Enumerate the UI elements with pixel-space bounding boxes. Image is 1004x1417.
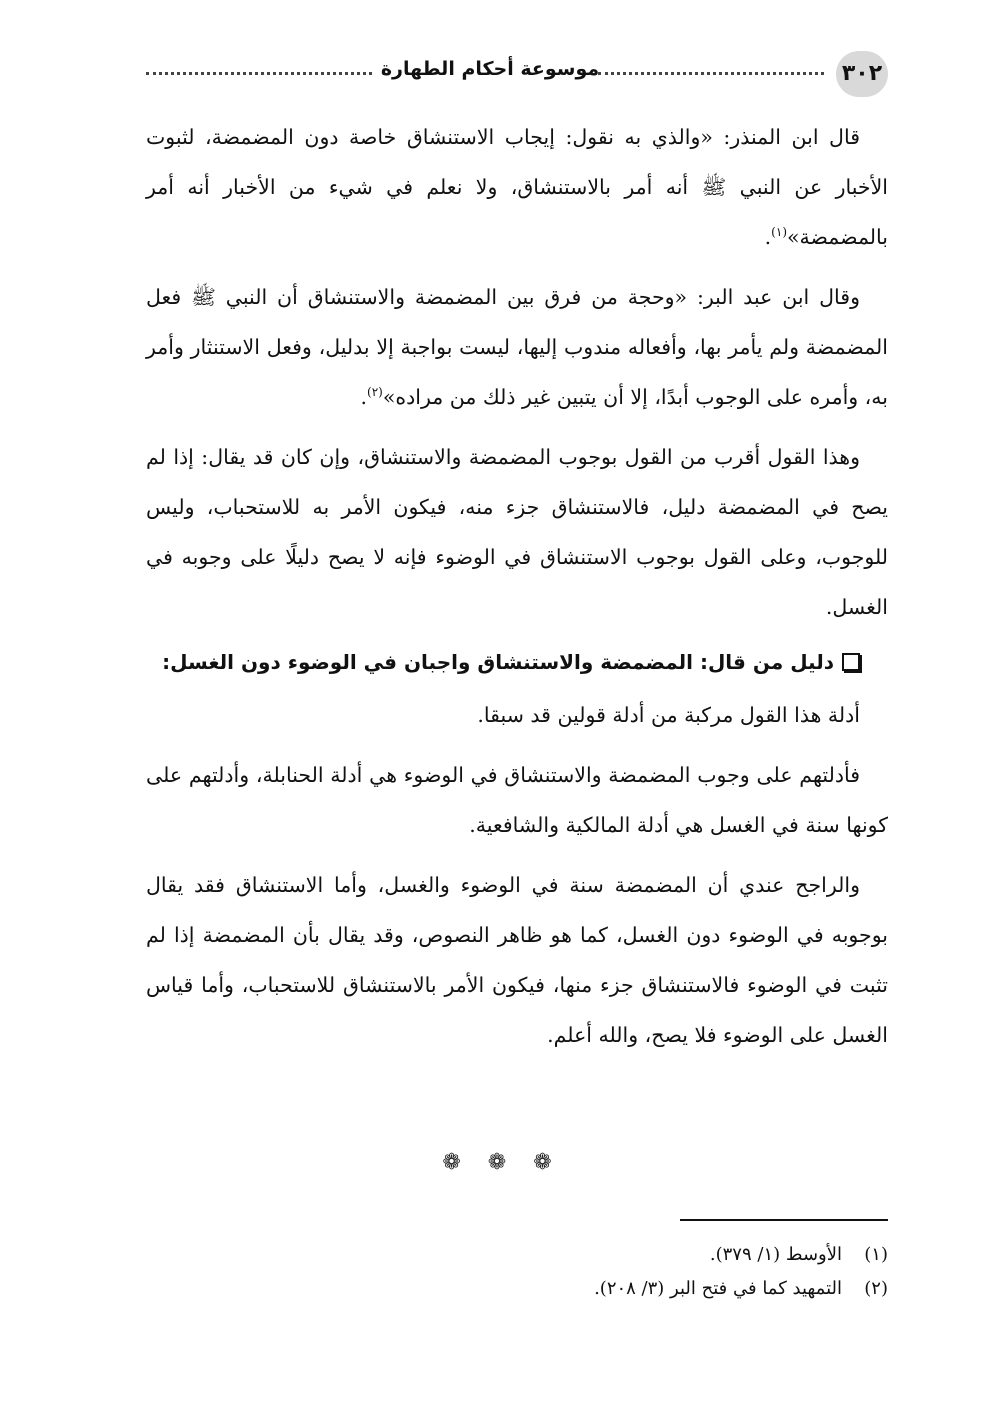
section-heading [146, 642, 888, 682]
paragraph-ibn-almundhir: قال ابن المنذر: «والذي به نقول: إيجاب الاستنشاق خاصة دون المضمضة، لثبوت الأخبار عن النبي ﷺ أنه أمر بالاستنشاق، ولا نعلم في شيء من الأخبار أنه أمر بالمضمضة»$^{(١)}$. [146, 125, 888, 249]
header-dotted-line-left [146, 72, 372, 75]
checkbox-square-icon [842, 653, 860, 671]
footnote-number: (٢) [864, 1278, 888, 1299]
paragraph-analysis: وهذا القول أقرب من القول بوجوب المضمضة والاستنشاق، وإن كان قد يقال: إذا لم يصح في المضمضة دليل، فالاستنشاق جزء منه، فيكون الأمر به للاستحباب، وليس للوجوب، وعلى القول بوجوب الاستنشاق في الوضوء فإنه لا يصح دليلًا على وجوبه في الغسل. [146, 445, 888, 619]
footnote-mark-1: (١) [771, 225, 787, 240]
paragraph-evidence-intro: أدلة هذا القول مركبة من أدلة قولين قد سبقا. [477, 703, 860, 727]
footnote-1 [146, 1238, 888, 1272]
section-divider-ornaments: ❁ ❁ ❁ [442, 1150, 562, 1175]
page-number: ٣٠٢ [836, 51, 888, 97]
footnote-text: الأوسط (١/ ٣٧٩). [709, 1244, 842, 1265]
paragraph-evidence-detail: فأدلتهم على وجوب المضمضة والاستنشاق في الوضوء هي أدلة الحنابلة، وأدلتهم على كونها سنة في الغسل هي أدلة المالكية والشافعية. [146, 763, 888, 837]
page-header [146, 48, 888, 100]
main-text [146, 112, 888, 1070]
footnote-mark-2: (٢) [367, 385, 383, 400]
section-heading-text: دليل من قال: المضمضة والاستنشاق واجبان في الوضوء دون الغسل: [162, 650, 834, 674]
running-title: موسوعة أحكام الطهارة [380, 58, 600, 80]
footnote-number: (١) [864, 1244, 888, 1265]
footnote-text: التمهيد كما في فتح البر (٣/ ٢٠٨). [594, 1278, 842, 1299]
paragraph-preponderant: والراجح عندي أن المضمضة سنة في الوضوء والغسل، وأما الاستنشاق فقد يقال بوجوبه في الوضوء دون الغسل، كما هو ظاهر النصوص، وقد يقال بأن المضمضة إذا لم تثبت في الوضوء فالاستنشاق جزء منها، فيكون الأمر بالاستنشاق للاستحباب، وأما قياس الغسل على الوضوء فلا يصح، والله أعلم. [146, 873, 888, 1047]
header-dotted-line-right [598, 72, 824, 75]
footnotes [146, 1238, 888, 1306]
footnote-separator [680, 1219, 888, 1221]
footnote-2 [146, 1272, 888, 1306]
paragraph-ibn-abdulbarr: وقال ابن عبد البر: «وحجة من فرق بين المضمضة والاستنشاق أن النبي ﷺ فعل المضمضة ولم يأمر بها، وأفعاله مندوب إليها، ليست بواجبة إلا بدليل، وفعل الاستنثار وأمر به، وأمره على الوجوب أبدًا، إلا أن يتبين غير ذلك من مراده»$^{(٢)}$. [146, 285, 888, 409]
